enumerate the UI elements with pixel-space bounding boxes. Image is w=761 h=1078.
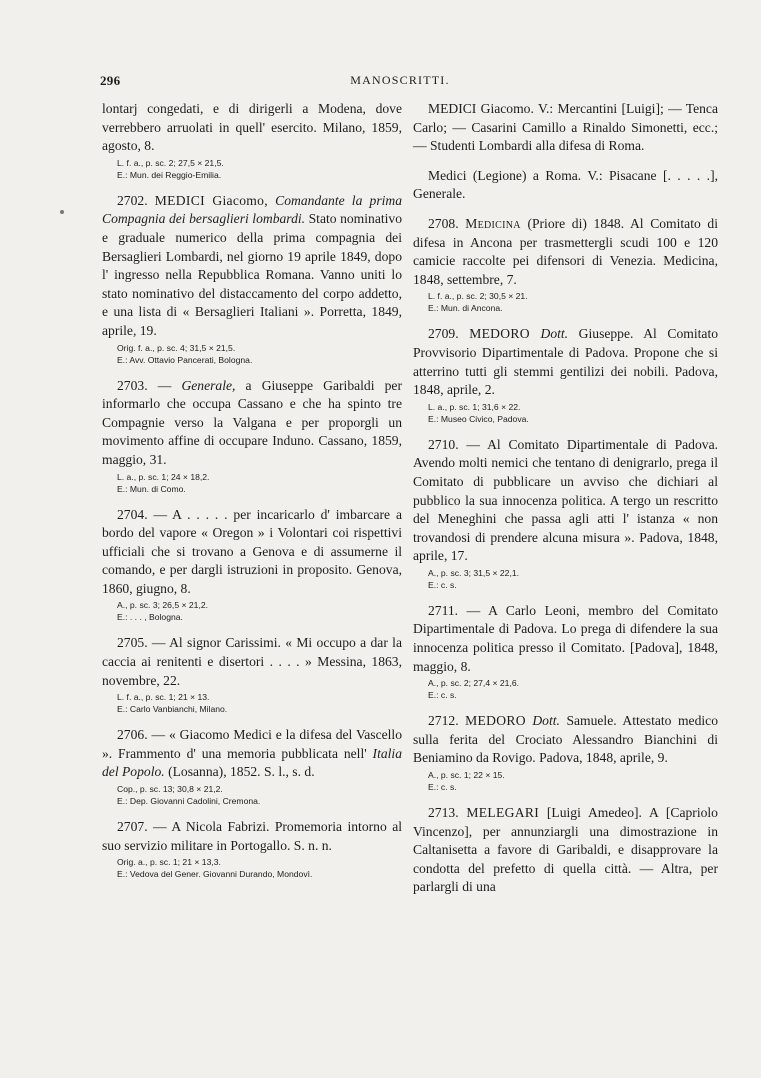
page-header (100, 73, 660, 91)
meta-format: A., p. sc. 1; 22 × 15. (428, 770, 505, 781)
entry-text (102, 726, 402, 782)
entry-title: Comandante la prima Compagnia dei bersaglieri lombardi. (102, 192, 403, 227)
entry-text (413, 712, 718, 768)
entry-body: [Luigi Amedeo]. A [Capriolo Vincenzo], per annunziargli una dimostrazione in Caltanisetta a favore di Garibaldi, e disapprovare la condotta del prefetto di quella città. — Altra, per parlargli di una (413, 805, 718, 895)
entry-2708 (413, 215, 718, 314)
entry-meta (428, 567, 718, 591)
meta-owner: E.: Carlo Vanbianchi, Milano. (117, 704, 228, 715)
entry-continued (102, 100, 402, 181)
entry-text: lontarj congedati, e di dirigerli a Modena, dove verrebbero arruolati in quell' esercito. Milano, 1859, agosto, 8. (102, 101, 402, 154)
entry-number: 2706. — (117, 727, 166, 743)
entry-2709 (413, 325, 718, 424)
entry-number: 2710. — (428, 436, 480, 452)
cross-reference (413, 167, 718, 204)
entry-meta (117, 856, 402, 880)
meta-owner: E.: Vedova del Gener. Giovanni Durando, Mondovì. (117, 869, 313, 880)
entry-number: 2702. (117, 192, 148, 208)
entry-meta (117, 691, 402, 715)
entry-2705 (102, 634, 402, 715)
meta-format: Cop., p. sc. 13; 30,8 × 21,2. (117, 784, 223, 795)
entry-2707 (102, 818, 402, 880)
entry-name: Medicina (465, 215, 521, 231)
cross-reference (413, 100, 718, 156)
entry-text (413, 215, 718, 289)
entry-text (413, 325, 718, 399)
meta-format: L. a., p. sc. 1; 31,6 × 22. (428, 401, 521, 412)
entry-body: Stato nominativo e graduale numerico della prima compagnia dei Bersaglieri Lombardi, nel giorno 19 aprile 1849, dopo l' ingresso nella Repubblica Romana. Vanno uniti lo stato nominativo del distaccamento del corpo addetto, e una lista di « Bersaglieri Italiani ». Porretta, 1849, aprile, 19. (102, 211, 403, 338)
entry-number: 2712. (428, 713, 459, 729)
meta-owner: E.: c. s. (428, 579, 457, 590)
meta-owner: E.: Mun. di Ancona. (428, 303, 503, 314)
entry-body-end: (Losanna), 1852. S. l., s. d. (168, 764, 315, 780)
entry-meta (117, 783, 402, 807)
entry-title: Generale, (181, 377, 236, 393)
entry-title: Italia del Popolo. (102, 745, 402, 780)
meta-owner: E.: Avv. Ottavio Pancerati, Bologna. (117, 354, 253, 365)
meta-format: L. f. a., p. sc. 2; 30,5 × 21. (428, 291, 528, 302)
entry-meta (428, 290, 718, 314)
entry-body: Giuseppe. Al Comitato Provvisorio Dipartimentale di Padova. Propone che si atterrino tutti gli stemmi gentilizi dei nobili. Padova, 1848, aprile, 2. (413, 326, 719, 398)
entry-number: 2708. (428, 215, 459, 231)
page-number: 296 (100, 73, 121, 88)
entry-body: a Giuseppe Garibaldi per informarlo che occupa Cassano e che ha spinto tre Compagnie verso la Valgana e per proporgli un movimento affine di occupare Induno. Cassano, 1859, maggio, 31. (102, 377, 402, 467)
meta-format: Orig. a., p. sc. 1; 21 × 13,3. (117, 857, 221, 868)
meta-owner: E.: Mun. di Como. (117, 483, 186, 494)
entry-meta (428, 677, 718, 701)
meta-owner: E.: Dep. Giovanni Cadolini, Cremona. (117, 796, 261, 807)
entry-name: MEDICI Giacomo, (154, 192, 268, 208)
entry-number: 2707. — (117, 819, 167, 835)
entry-text: Medici (Legione) a Roma. V.: Pisacane [. . . . .], Generale. (413, 167, 718, 202)
entry-body: Samuele. Attestato medico sulla ferita del Crociato Alessandro Bianchini di Beniamino da Rovigo. Padova, 1848, aprile, 9. (413, 713, 718, 766)
meta-format: L. a., p. sc. 1; 24 × 18,2. (117, 471, 210, 482)
entry-text (102, 377, 402, 470)
running-head: MANOSCRITTI. (350, 73, 450, 87)
entry-title: Dott. (540, 326, 569, 342)
entry-text (413, 602, 718, 676)
entry-meta (117, 471, 402, 495)
entry-text (102, 634, 402, 690)
left-column (102, 100, 402, 891)
entry-meta (117, 157, 402, 181)
entry-number: 2703. — (117, 377, 172, 393)
entry-2710 (413, 436, 718, 591)
entry-body: A Nicola Fabrizi. Promemoria intorno al suo servizio militare in Portogallo. S. n. n. (102, 819, 403, 853)
meta-owner: E.: c. s. (428, 782, 457, 793)
meta-format: L. f. a., p. sc. 1; 21 × 13. (117, 692, 210, 703)
entry-meta (428, 769, 718, 793)
entry-2711 (413, 602, 718, 701)
entry-number: 2711. — (428, 602, 481, 618)
meta-format: L. f. a., p. sc. 2; 27,5 × 21,5. (117, 157, 224, 168)
meta-owner: E.: . . . , Bologna. (117, 612, 183, 623)
right-column (413, 100, 718, 908)
entry-number: 2705. — (117, 635, 166, 651)
meta-owner: E.: Museo Civico, Padova. (428, 413, 529, 424)
meta-format: A., p. sc. 2; 27,4 × 21,6. (428, 678, 520, 689)
meta-owner: E.: Mun. dei Reggio-Emilia. (117, 169, 222, 180)
meta-format: A., p. sc. 3; 31,5 × 22,1. (428, 567, 520, 578)
entry-2704 (102, 506, 402, 624)
entry-name: MELEGARI (466, 805, 540, 821)
entry-text (102, 818, 402, 855)
entry-title: Dott. (532, 713, 560, 729)
entry-text (102, 506, 402, 599)
entry-meta (428, 401, 718, 425)
entry-name: MEDORO (469, 326, 530, 342)
entry-number: 2713. (428, 805, 459, 821)
entry-meta (117, 599, 402, 623)
entry-body: Al Comitato Dipartimentale di Padova. Avendo molti nemici che tentano di denigrarlo, prega il Comitato di pubblicare un avviso che dichiari al pubblico la sua innocenza politica. A tergo un rescritto del Meneghini che passa agli atti l' istanza « non trovandosi di prendere alcuna misura ». Padova, 1848, aprile, 17. (413, 436, 719, 564)
entry-number: 2709. (428, 326, 459, 342)
entry-2712 (413, 712, 718, 793)
entry-body: « Giacomo Medici e la difesa del Vascello ». Frammento d' una memoria pubblicata nell' (102, 727, 403, 761)
meta-format: A., p. sc. 3; 26,5 × 21,2. (117, 600, 209, 611)
entry-meta (117, 342, 402, 366)
entry-2706 (102, 726, 402, 807)
entry-body: Al signor Carissimi. « Mi occupo a dar la caccia ai renitenti e disertori . . . . » Messina, 1863, novembre, 22. (102, 635, 402, 688)
entry-text: MEDICI Giacomo. V.: Mercantini [Luigi]; — Tenca Carlo; — Casarini Camillo a Rinaldo Simonetti, ecc.; — Studenti Lombardi alla difesa di Roma. (413, 101, 718, 154)
entry-name: MEDORO (465, 713, 526, 729)
margin-dot (60, 210, 64, 214)
meta-format: Orig. f. a., p. sc. 4; 31,5 × 21,5. (117, 342, 236, 353)
entry-2702 (102, 192, 402, 366)
meta-owner: E.: c. s. (428, 690, 457, 701)
entry-2713 (413, 804, 718, 897)
entry-body: A . . . . . per incaricarlo d' imbarcare a bordo del vapore « Oregon » i Volontari coi rispettivi ufficiali che si trovano a Genova e di assumerne il comando, e per dargli istruzioni in proposito. Genova, 1860, giugno, 8. (102, 506, 402, 596)
entry-text (413, 804, 718, 897)
entry-2703 (102, 377, 402, 495)
entry-text (413, 436, 718, 566)
entry-number: 2704. — (117, 506, 168, 522)
entry-body: (Priore di) 1848. Al Comitato di difesa in Ancona per trasmettergli scudi 100 e 120 camicie raccolte pei difensori di Venezia. Medicina, 1848, settembre, 7. (413, 215, 718, 287)
entry-body: A Carlo Leoni, membro del Comitato Dipartimentale di Padova. Lo prega di difendere la sua innocenza politica presso il Comitato. [Padova], 1848, maggio, 8. (413, 602, 719, 674)
entry-text (102, 192, 402, 341)
